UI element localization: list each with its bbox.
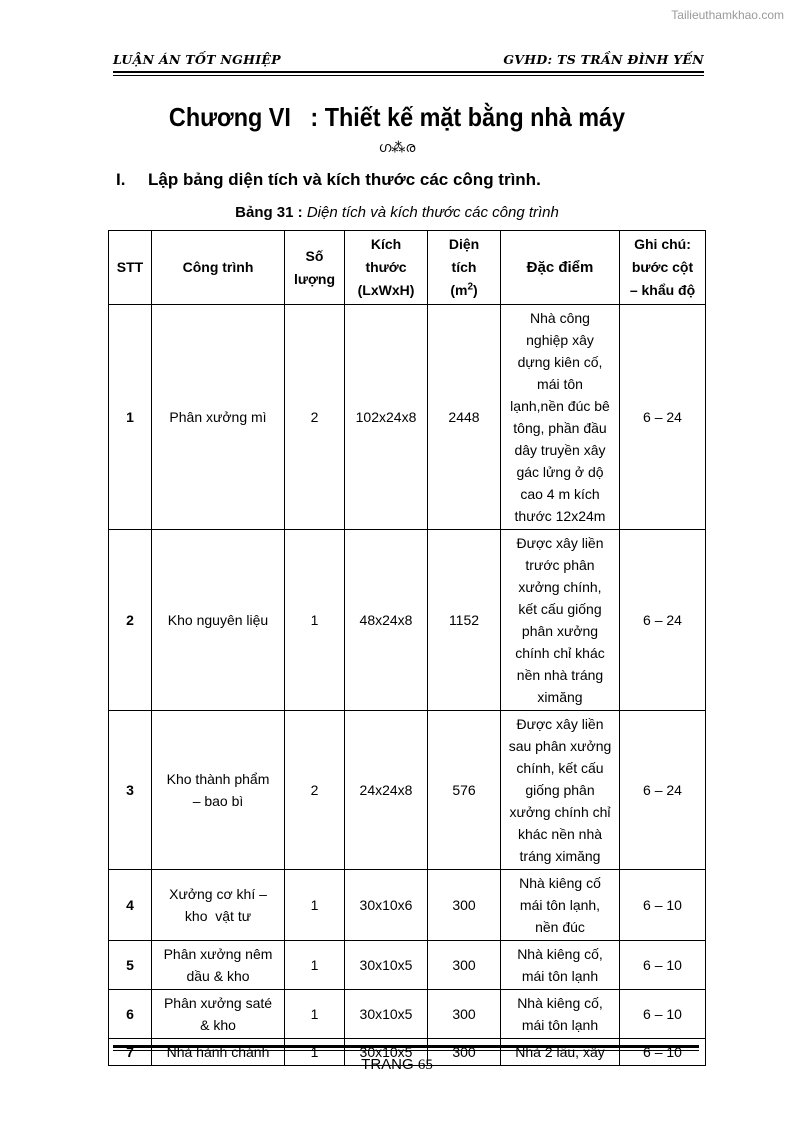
cell-size: 102x24x8 bbox=[345, 305, 428, 530]
cell-stt: 6 bbox=[109, 990, 152, 1039]
header-rule-thick bbox=[113, 71, 704, 73]
cell-qty: 1 bbox=[285, 870, 345, 941]
ornament-glyph: ഗ⁂ര bbox=[378, 140, 416, 156]
area-table bbox=[108, 230, 706, 1066]
header-note: Ghi chú: bước cột – khẩu độ bbox=[620, 231, 706, 305]
page-header bbox=[113, 52, 704, 68]
header-size: Kích thước (LxWxH) bbox=[345, 231, 428, 305]
header-name: Công trình bbox=[152, 231, 285, 305]
cell-size: 24x24x8 bbox=[345, 711, 428, 870]
cell-qty: 1 bbox=[285, 941, 345, 990]
header-area: Diện tích $(m^2)$ bbox=[428, 231, 501, 305]
cell-note: 6 – 24 bbox=[620, 305, 706, 530]
table-row bbox=[109, 870, 706, 941]
cell-note: 6 – 24 bbox=[620, 711, 706, 870]
cell-name: Xưởng cơ khí – kho vật tư bbox=[152, 870, 285, 941]
cell-name: Phân xưởng saté & kho bbox=[152, 990, 285, 1039]
cell-size: 30x10x6 bbox=[345, 870, 428, 941]
cell-stt: 5 bbox=[109, 941, 152, 990]
cell-stt: 2 bbox=[109, 530, 152, 711]
cell-feature: Nhà 2 lầu, xây bbox=[501, 1039, 620, 1066]
footer-label: TRANG bbox=[361, 1056, 414, 1073]
table-header-row bbox=[109, 231, 706, 305]
caption-text: Diện tích và kích thước các công trình bbox=[306, 204, 559, 221]
cell-size: 30x10x5 bbox=[345, 990, 428, 1039]
page-number: 65 bbox=[417, 1057, 433, 1073]
cell-size: 30x10x5 bbox=[345, 941, 428, 990]
cell-note: 6 – 10 bbox=[620, 990, 706, 1039]
header-qty: Số lượng bbox=[285, 231, 345, 305]
cell-feature: Nhà công nghiệp xây dựng kiên cố, mái tôn lạnh,nền đúc bê tông, phần đầu dây truyền xây gác lửng ở dộ cao 4 m kích thước 12x24m bbox=[501, 305, 620, 530]
watermark-text: Tailieuthamkhao.com bbox=[671, 8, 784, 22]
cell-name: Nhà hành chánh bbox=[152, 1039, 285, 1066]
header-rule-thin bbox=[113, 75, 704, 76]
table-row bbox=[109, 941, 706, 990]
cell-area: 300 bbox=[428, 990, 501, 1039]
cell-area: 576 bbox=[428, 711, 501, 870]
cell-area: 300 bbox=[428, 1039, 501, 1066]
cell-feature: Được xây liền trước phân xưởng chính, kết cấu giống phân xưởng chính chỉ khác nền nhà tráng ximăng bbox=[501, 530, 620, 711]
cell-name: Kho thành phẩm – bao bì bbox=[152, 711, 285, 870]
section-heading bbox=[116, 170, 541, 190]
cell-note: 6 – 10 bbox=[620, 1039, 706, 1066]
chapter-title: Chương VI : Thiết kế mặt bằng nhà máy bbox=[168, 102, 626, 132]
cell-note: 6 – 10 bbox=[620, 870, 706, 941]
footer-rule-thick bbox=[113, 1045, 699, 1048]
section-title: Lập bảng diện tích và kích thước các công trình. bbox=[148, 170, 541, 189]
cell-qty: 2 bbox=[285, 711, 345, 870]
cell-qty: 1 bbox=[285, 990, 345, 1039]
cell-size: 30x10x5 bbox=[345, 1039, 428, 1066]
cell-stt: 3 bbox=[109, 711, 152, 870]
cell-name: Phân xưởng mì bbox=[152, 305, 285, 530]
section-number: I. bbox=[116, 170, 126, 189]
table-row bbox=[109, 530, 706, 711]
cell-note: 6 – 24 bbox=[620, 530, 706, 711]
cell-area: 300 bbox=[428, 870, 501, 941]
page-footer bbox=[0, 1056, 794, 1074]
header-feature: Đặc điểm bbox=[501, 231, 620, 305]
header-right: GVHD: TS TRẦN ĐÌNH YẾN bbox=[503, 52, 704, 67]
cell-stt: 4 bbox=[109, 870, 152, 941]
cell-qty: 1 bbox=[285, 530, 345, 711]
cell-feature: Được xây liền sau phân xưởng chính, kết cấu giống phân xưởng chính chỉ khác nền nhà tráng ximăng bbox=[501, 711, 620, 870]
cell-note: 6 – 10 bbox=[620, 941, 706, 990]
table-row bbox=[109, 305, 706, 530]
cell-name: Kho nguyên liệu bbox=[152, 530, 285, 711]
cell-feature: Nhà kiêng cố, mái tôn lạnh bbox=[501, 990, 620, 1039]
cell-stt: 1 bbox=[109, 305, 152, 530]
cell-qty: 1 bbox=[285, 1039, 345, 1066]
cell-stt: 7 bbox=[109, 1039, 152, 1066]
table-caption bbox=[0, 204, 794, 221]
cell-qty: 2 bbox=[285, 305, 345, 530]
cell-area: 1152 bbox=[428, 530, 501, 711]
header-left: LUẬN ÁN TỐT NGHIỆP bbox=[113, 52, 281, 67]
footer-rule-thin bbox=[113, 1050, 699, 1051]
caption-label: Bảng 31 : bbox=[235, 204, 303, 221]
table-row bbox=[109, 711, 706, 870]
cell-feature: Nhà kiêng cố, mái tôn lạnh bbox=[501, 941, 620, 990]
cell-area: 300 bbox=[428, 941, 501, 990]
cell-size: 48x24x8 bbox=[345, 530, 428, 711]
table-row bbox=[109, 990, 706, 1039]
header-stt: STT bbox=[109, 231, 152, 305]
cell-name: Phân xưởng nêm dầu & kho bbox=[152, 941, 285, 990]
cell-feature: Nhà kiêng cố mái tôn lạnh, nền đúc bbox=[501, 870, 620, 941]
cell-area: 2448 bbox=[428, 305, 501, 530]
